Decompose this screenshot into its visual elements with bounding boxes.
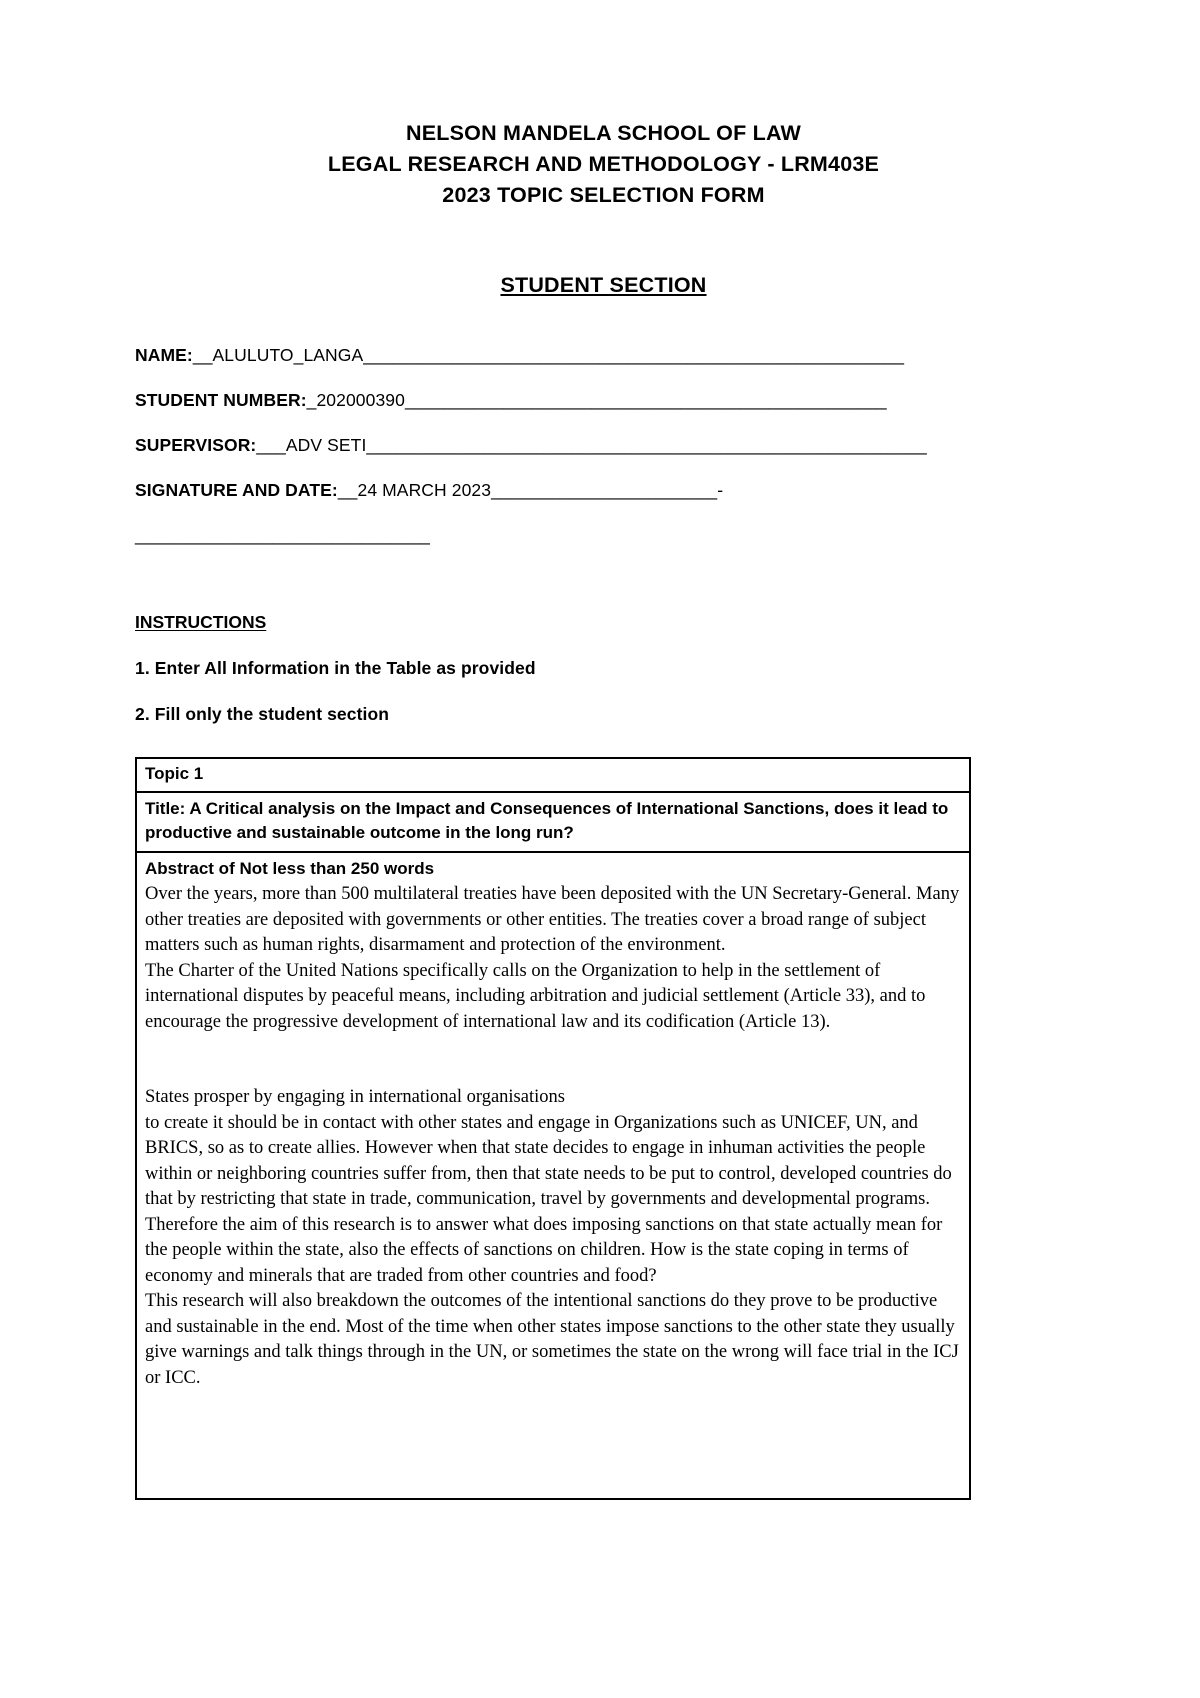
header-line-course: LEGAL RESEARCH AND METHODOLOGY - LRM403E [327,152,880,176]
abstract-spacer-1 [145,1035,962,1060]
instruction-item-1: 1. Enter All Information in the Table as provided [135,658,536,678]
abstract-body [145,882,962,1391]
abstract-heading: Abstract of Not less than 250 words [145,859,435,878]
abstract-paragraph-5: Therefore the aim of this research is to answer what does imposing sanctions on that state actually mean for the people within the state, also the effects of sanctions on children. How is the state coping in terms of economy and minerals that are traded from other countries and food? [145,1214,943,1286]
instructions-title: INSTRUCTIONS [135,612,267,632]
supervisor-label: SUPERVISOR: [135,435,257,455]
abstract-paragraph-3: States prosper by engaging in international organisations [145,1087,565,1107]
topic-label-cell: Topic 1 [136,758,970,792]
supervisor-value[interactable]: ___ADV SETI [256,435,367,455]
field-signature-date-row [135,480,1072,501]
document-header [135,118,1072,211]
signature-date-rule: _______________________- [491,480,724,500]
signature-date-label: SIGNATURE AND DATE: [135,480,338,500]
abstract-paragraph-1: Over the years, more than 500 multilateral treaties have been deposited with the UN Secretary-General. Many other treaties are deposited with governments or other entities. The treaties cover a broad range of subject matters such as human rights, disarmament and protection of the environment. [145,884,960,955]
instructions-block [135,546,1072,725]
topic-table [135,757,971,1500]
student-section-title: STUDENT SECTION [500,273,707,297]
field-student-number-row [135,390,1072,411]
instruction-item-2: 2. Fill only the student section [135,704,390,724]
student-number-value[interactable]: _202000390 [306,390,405,410]
student-fields [135,345,1072,546]
student-number-label: STUDENT NUMBER: [135,390,307,410]
signature-date-second-rule: ______________________________ [135,525,430,545]
header-line-form: 2023 TOPIC SELECTION FORM [442,183,765,207]
field-name-row [135,345,1072,366]
field-supervisor-row [135,435,1072,456]
abstract-paragraph-2: The Charter of the United Nations specifically calls on the Organization to help in the settlement of international disputes by peaceful means, including arbitration and judicial settlement (Article 33), and to encourage the progressive development of international law and its codification (Article 13). [145,960,926,1032]
table-row-title [136,792,970,852]
name-label: NAME: [135,345,193,365]
abstract-paragraph-6: This research will also breakdown the outcomes of the intentional sanctions do they prove to be productive and sustainable in the end. Most of the time when other states impose sanctions to the other state they usually give warnings and talk things through in the UN, or sometimes the state on the wrong will face trial in the ICJ or ICC. [145,1291,959,1388]
topic-title-cell[interactable]: Title: A Critical analysis on the Impact and Consequences of International Sanctions, does it lead to productive and sustainable outcome in the long run? [136,792,970,852]
student-number-rule: _________________________________________________ [404,390,887,410]
table-row-abstract [136,852,970,1499]
signature-date-value[interactable]: __24 MARCH 2023 [337,480,492,500]
name-value[interactable]: __ALULUTO_LANGA [192,345,364,365]
name-rule: _______________________________________________________ [363,345,905,365]
abstract-cell[interactable] [136,852,970,1499]
abstract-paragraph-4: to create it should be in contact with other states and engage in Organizations such as UNICEF, UN, and BRICS, so as to create allies. However when that state decides to engage in inhuman activities the people within or neighboring countries suffer from, then that state needs to be put to control, developed countries do that by restricting that state in trade, communication, travel by governments and developmental programs. [145,1112,952,1209]
table-row-topic [136,758,970,792]
header-line-school: NELSON MANDELA SCHOOL OF LAW [406,121,801,145]
supervisor-rule: _________________________________________________________ [366,435,927,455]
